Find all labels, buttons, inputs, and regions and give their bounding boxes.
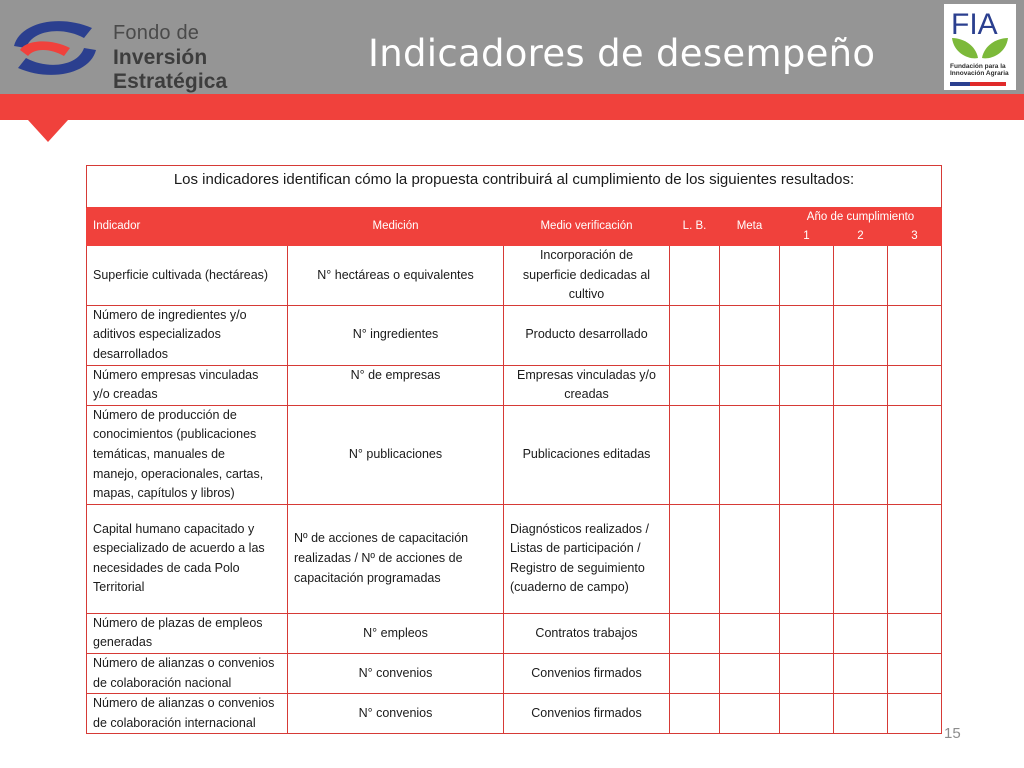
cell-year-3	[888, 653, 942, 693]
cell-indicador-line: manejo, operacionales, cartas,	[93, 466, 264, 481]
cell-medio-verificacion-line: Incorporación de	[539, 248, 634, 262]
cell-year-3	[888, 504, 942, 613]
cell-medicion-line: Nº de acciones de capacitación	[294, 531, 469, 546]
fondo-logo-line2: Inversión Estratégica	[113, 46, 228, 93]
cell-indicador	[87, 365, 288, 405]
cell-indicador	[87, 613, 288, 653]
cell-indicador-line: generadas	[93, 635, 153, 650]
cell-year-1	[780, 405, 834, 504]
fia-logo-mark-icon	[944, 4, 1016, 62]
header-year-1: 1	[780, 228, 834, 246]
cell-year-3	[888, 694, 942, 734]
cell-indicador-line: de colaboración internacional	[93, 715, 256, 730]
cell-year-1	[780, 305, 834, 365]
cell-year-1	[780, 365, 834, 405]
cell-medicion-line: N° ingredientes	[352, 327, 439, 342]
cell-year-3	[888, 405, 942, 504]
cell-year-3	[888, 613, 942, 653]
cell-medicion-line: N° convenios	[358, 665, 433, 680]
cell-indicador-line: de colaboración nacional	[93, 675, 232, 690]
cell-indicador	[87, 405, 288, 504]
cell-indicador-line: aditivos especializados	[93, 327, 221, 342]
cell-medio-verificacion-line: Convenios firmados	[531, 665, 642, 680]
indicators-table-container	[86, 165, 941, 734]
cell-linea-base	[670, 246, 720, 306]
cell-linea-base	[670, 653, 720, 693]
cell-medio-verificacion-line: Empresas vinculadas y/o	[517, 367, 656, 382]
cell-linea-base	[670, 365, 720, 405]
cell-indicador-line: temáticas, manuales de	[93, 446, 226, 461]
cell-year-2	[834, 405, 888, 504]
table-row	[87, 246, 942, 306]
cell-medicion	[288, 405, 504, 504]
cell-medio-verificacion-line: Registro de seguimiento	[510, 560, 645, 575]
cell-meta	[720, 653, 780, 693]
fia-logo-caption: Fundación para la Innovación Agraria	[950, 63, 1009, 77]
cell-medio-verificacion-line: Publicaciones editadas	[522, 446, 651, 461]
fondo-inversion-logo	[10, 16, 310, 93]
cell-medio-verificacion	[504, 653, 670, 693]
cell-medicion-line: N° de empresas	[350, 367, 441, 382]
cell-medio-verificacion	[504, 305, 670, 365]
cell-medicion-line: N° hectáreas o equivalentes	[317, 267, 474, 282]
cell-indicador-line: conocimientos (publicaciones	[93, 427, 257, 442]
cell-medio-verificacion-line: Producto desarrollado	[525, 327, 648, 342]
header-linea-base: L. B.	[670, 208, 720, 246]
cell-year-2	[834, 653, 888, 693]
header-medicion: Medición	[288, 208, 504, 246]
cell-indicador-line: necesidades de cada Polo	[93, 560, 240, 575]
table-row	[87, 613, 942, 653]
cell-indicador-line: Número de alianzas o convenios	[93, 655, 275, 670]
cell-medio-verificacion-line: Convenios firmados	[531, 705, 642, 720]
cell-indicador-line: Número de ingredientes y/o	[93, 307, 247, 322]
cell-medicion-line: realizadas / Nº de acciones de	[294, 550, 463, 565]
cell-year-3	[888, 365, 942, 405]
table-row	[87, 365, 942, 405]
cell-meta	[720, 305, 780, 365]
cell-indicador	[87, 246, 288, 306]
cell-indicador	[87, 694, 288, 734]
cell-year-2	[834, 694, 888, 734]
cell-medicion	[288, 653, 504, 693]
cell-linea-base	[670, 694, 720, 734]
cell-indicador	[87, 653, 288, 693]
cell-linea-base	[670, 305, 720, 365]
cell-meta	[720, 246, 780, 306]
cell-indicador-line: Capital humano capacitado y	[93, 521, 255, 536]
cell-medio-verificacion-line: Listas de participación /	[510, 541, 641, 556]
cell-year-2	[834, 613, 888, 653]
cell-medio-verificacion-line: Diagnósticos realizados /	[510, 521, 649, 536]
cell-medicion-line: N° convenios	[358, 705, 433, 720]
cell-indicador-line: Número de producción de	[93, 407, 237, 422]
cell-medio-verificacion	[504, 246, 670, 306]
table-row	[87, 694, 942, 734]
fondo-logo-line1: Fondo de	[113, 22, 200, 44]
cell-year-2	[834, 365, 888, 405]
cell-year-2	[834, 246, 888, 306]
cell-medicion	[288, 694, 504, 734]
cell-indicador-line: especializado de acuerdo a las	[93, 541, 265, 556]
table-row	[87, 405, 942, 504]
cell-medio-verificacion	[504, 405, 670, 504]
header-accent-stripe	[0, 94, 1024, 120]
cell-medio-verificacion	[504, 504, 670, 613]
cell-indicador-line: y/o creadas	[93, 387, 158, 402]
cell-year-2	[834, 305, 888, 365]
cell-medio-verificacion-line: Contratos trabajos	[535, 625, 638, 640]
cell-year-2	[834, 504, 888, 613]
fia-logo-letters: FIA	[951, 8, 998, 41]
cell-year-1	[780, 613, 834, 653]
cell-linea-base	[670, 613, 720, 653]
cell-medio-verificacion-line: cultivo	[568, 287, 605, 302]
cell-year-1	[780, 504, 834, 613]
cell-year-1	[780, 246, 834, 306]
cell-indicador-line: Número de plazas de empleos	[93, 615, 263, 630]
cell-indicador	[87, 504, 288, 613]
indicators-table	[86, 165, 942, 734]
cell-medicion	[288, 305, 504, 365]
cell-medicion	[288, 504, 504, 613]
cell-indicador-line: Superficie cultivada (hectáreas)	[93, 267, 269, 282]
header-indicador: Indicador	[87, 208, 288, 246]
cell-medicion	[288, 365, 504, 405]
cell-medicion-line: N° publicaciones	[348, 446, 443, 461]
header-medio-verificacion: Medio verificación	[504, 208, 670, 246]
table-row	[87, 305, 942, 365]
cell-meta	[720, 694, 780, 734]
cell-year-1	[780, 694, 834, 734]
cell-medio-verificacion	[504, 694, 670, 734]
cell-medicion-line: N° empleos	[363, 625, 428, 640]
header-year-2: 2	[834, 228, 888, 246]
cell-meta	[720, 405, 780, 504]
cell-year-1	[780, 653, 834, 693]
cell-medicion	[288, 246, 504, 306]
cell-medio-verificacion-line: creadas	[564, 387, 609, 402]
page-number: 15	[944, 725, 961, 742]
cell-medio-verificacion-line: superficie dedicadas al	[522, 267, 651, 282]
fia-logo-flag-stripe	[950, 82, 1006, 86]
cell-indicador-line: desarrollados	[93, 346, 169, 361]
cell-medicion-line: capacitación programadas	[294, 570, 441, 585]
table-caption: Los indicadores identifican cómo la propuesta contribuirá al cumplimiento de los siguientes resultados:	[87, 166, 942, 208]
cell-medio-verificacion-line: (cuaderno de campo)	[510, 580, 629, 595]
cell-indicador-line: mapas, capítulos y libros)	[93, 486, 235, 501]
cell-meta	[720, 504, 780, 613]
fondo-logo-mark-icon	[10, 16, 102, 80]
cell-indicador-line: Territorial	[93, 580, 145, 595]
table-row	[87, 504, 942, 613]
header-anio-cumplimiento: Año de cumplimiento	[780, 208, 942, 228]
cell-meta	[720, 365, 780, 405]
cell-meta	[720, 613, 780, 653]
cell-year-3	[888, 305, 942, 365]
cell-indicador-line: Número de alianzas o convenios	[93, 696, 275, 711]
cell-medio-verificacion	[504, 365, 670, 405]
fia-logo	[944, 4, 1016, 90]
cell-medio-verificacion	[504, 613, 670, 653]
cell-year-3	[888, 246, 942, 306]
cell-linea-base	[670, 504, 720, 613]
header-meta: Meta	[720, 208, 780, 246]
cell-indicador	[87, 305, 288, 365]
cell-linea-base	[670, 405, 720, 504]
table-row	[87, 653, 942, 693]
header-year-3: 3	[888, 228, 942, 246]
cell-indicador-line: Número empresas vinculadas	[93, 367, 259, 382]
table-body	[87, 246, 942, 734]
header-accent-notch	[28, 120, 68, 142]
cell-medicion	[288, 613, 504, 653]
page-title: Indicadores de desempeño	[368, 32, 876, 75]
